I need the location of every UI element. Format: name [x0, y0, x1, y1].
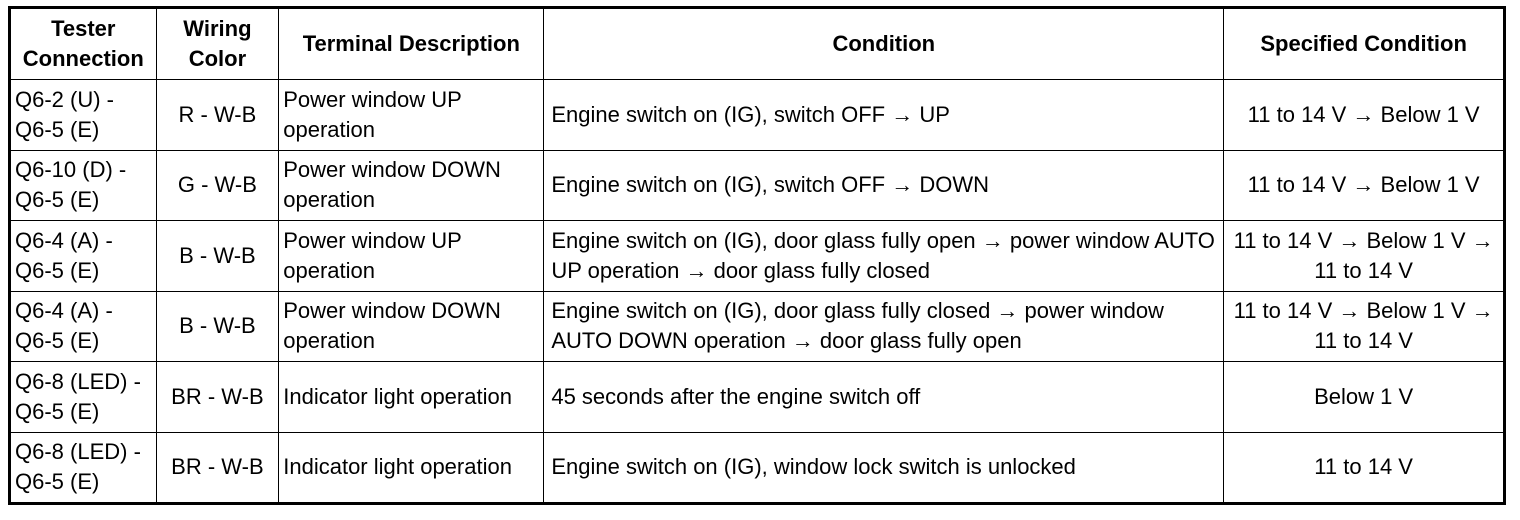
- cell-wiring-color: BR - W-B: [156, 432, 279, 504]
- header-condition: Condition: [544, 8, 1224, 80]
- table-row: [10, 291, 1505, 362]
- cell-wiring-color: G - W-B: [156, 150, 279, 221]
- cell-specified-condition: 11 to 14 V: [1224, 432, 1505, 504]
- cell-tester-connection: Q6-4 (A) - Q6-5 (E): [10, 221, 157, 292]
- cell-condition: 45 seconds after the engine switch off: [544, 362, 1224, 433]
- cell-terminal-description: Power window DOWN operation: [279, 150, 544, 221]
- cell-condition: Engine switch on (IG), switch OFF → DOWN: [544, 150, 1224, 221]
- cell-condition: Engine switch on (IG), switch OFF → UP: [544, 80, 1224, 151]
- table-row: [10, 221, 1505, 292]
- table-wrapper: [8, 6, 1506, 505]
- cell-specified-condition: 11 to 14 V → Below 1 V: [1224, 80, 1505, 151]
- table-row: [10, 432, 1505, 504]
- cell-tester-connection: Q6-4 (A) - Q6-5 (E): [10, 291, 157, 362]
- cell-condition: Engine switch on (IG), window lock switch is unlocked: [544, 432, 1224, 504]
- cell-tester-connection: Q6-8 (LED) - Q6-5 (E): [10, 432, 157, 504]
- header-wiring-color: Wiring Color: [156, 8, 279, 80]
- header-terminal-description: Terminal Description: [279, 8, 544, 80]
- header-specified-condition: Specified Condition: [1224, 8, 1505, 80]
- cell-tester-connection: Q6-10 (D) - Q6-5 (E): [10, 150, 157, 221]
- cell-specified-condition: 11 to 14 V → Below 1 V → 11 to 14 V: [1224, 291, 1505, 362]
- terminal-inspection-table: [8, 6, 1506, 505]
- cell-terminal-description: Power window DOWN operation: [279, 291, 544, 362]
- cell-tester-connection: Q6-2 (U) - Q6-5 (E): [10, 80, 157, 151]
- table-row: [10, 80, 1505, 151]
- cell-terminal-description: Indicator light operation: [279, 432, 544, 504]
- cell-terminal-description: Power window UP operation: [279, 221, 544, 292]
- cell-specified-condition: Below 1 V: [1224, 362, 1505, 433]
- cell-condition: Engine switch on (IG), door glass fully closed → power window AUTO DOWN operation → door glass fully open: [544, 291, 1224, 362]
- cell-wiring-color: BR - W-B: [156, 362, 279, 433]
- cell-terminal-description: Indicator light operation: [279, 362, 544, 433]
- table-row: [10, 362, 1505, 433]
- cell-wiring-color: B - W-B: [156, 291, 279, 362]
- header-row: [10, 8, 1505, 80]
- header-tester-connection: Tester Connection: [10, 8, 157, 80]
- cell-terminal-description: Power window UP operation: [279, 80, 544, 151]
- cell-wiring-color: B - W-B: [156, 221, 279, 292]
- cell-specified-condition: 11 to 14 V → Below 1 V: [1224, 150, 1505, 221]
- cell-tester-connection: Q6-8 (LED) - Q6-5 (E): [10, 362, 157, 433]
- cell-specified-condition: 11 to 14 V → Below 1 V → 11 to 14 V: [1224, 221, 1505, 292]
- table-row: [10, 150, 1505, 221]
- cell-condition: Engine switch on (IG), door glass fully open → power window AUTO UP operation → door glass fully closed: [544, 221, 1224, 292]
- cell-wiring-color: R - W-B: [156, 80, 279, 151]
